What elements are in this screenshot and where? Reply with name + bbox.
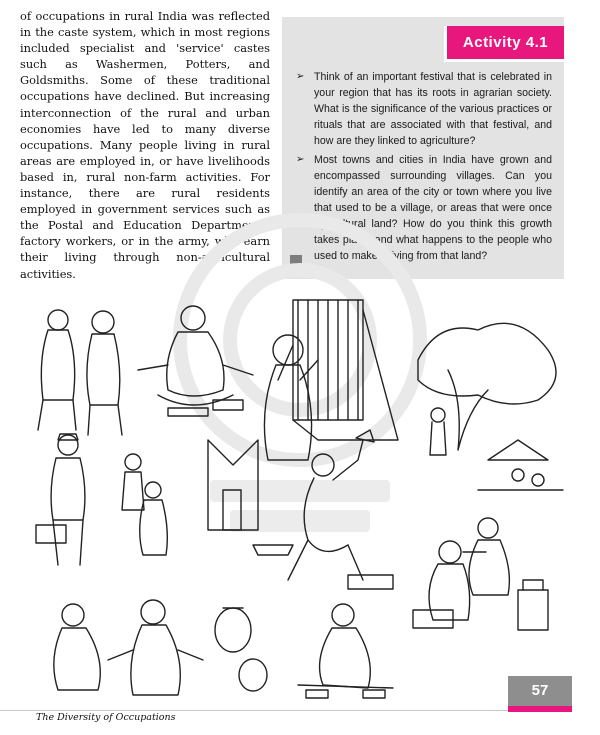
chapter-footer-title: The Diversity of Occupations: [36, 712, 176, 723]
activity-item: [294, 152, 552, 264]
weaver-scene: [264, 300, 398, 460]
page-number: 57: [508, 676, 572, 706]
activity-item-text: Think of an important festival that is celebrated in your region that has its roots in agrarian society. What is the significance of the various practices or rituals that are associated with that festival, and how are they linked to agriculture?: [314, 71, 552, 147]
gray-marker: [290, 255, 302, 265]
craftsman-scene: [298, 604, 393, 698]
occupations-illustration: [18, 290, 578, 710]
activity-bullet-arrow-icon: ➢: [296, 154, 305, 165]
potter-scene: [54, 600, 267, 695]
footer-divider: [0, 710, 508, 711]
seated-vendor-scene: [38, 306, 253, 435]
postman-scene: [36, 434, 258, 565]
activity-item: [294, 69, 552, 149]
blacksmith-scene: [253, 430, 393, 589]
main-body-text: [20, 8, 270, 282]
main-paragraph: of occupations in rural India was reflected in the caste system, which in most regions included specialist and 'service' castes such as Washermen, Potters, and Goldsmiths. Some of these traditional occupations have declined. But increasing interconnection of the rural and urban economies have led to many diverse occupations. Many people living in rural areas are employed in, or have livelihoods based in, rural non-farm activities. For instance, there are rural residents employed in government services such as the Postal and Education Departments, factory workers, or in the army, who earn their living through non-agricultural activities.: [20, 9, 270, 281]
activity-title: Activity 4.1: [444, 26, 564, 62]
village-tree-scene: [418, 323, 563, 490]
activity-box: [282, 17, 564, 279]
activity-bullet-arrow-icon: ➢: [296, 71, 305, 82]
page-number-accent-strip: [508, 706, 572, 712]
activity-list: [294, 69, 552, 267]
barber-scene: [413, 518, 548, 630]
activity-item-text: Most towns and cities in India have grown and encompassed surrounding villages. Can you identify an area of the city or town where you live that used to be a village, or areas that were once agricultural land? How do you think this growth takes place, and what happens to the people who used to make a living from that land?: [314, 154, 552, 262]
